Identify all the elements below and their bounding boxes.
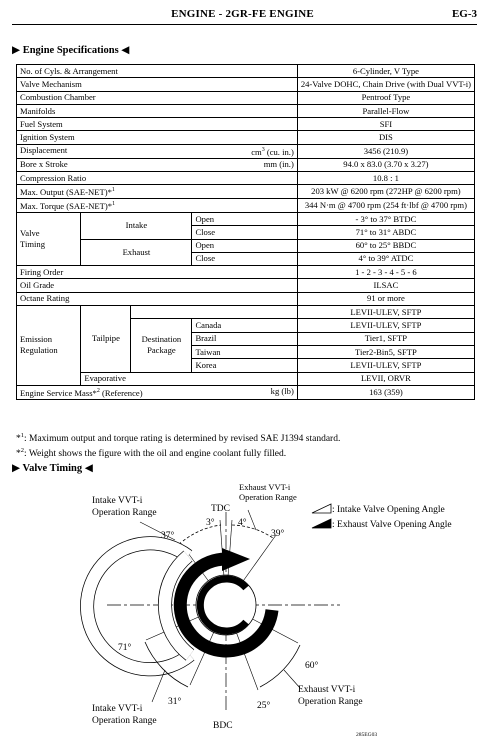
spec-label: Firing Order [17,266,298,279]
table-row [17,306,475,319]
angle-3-label: 3° [206,518,215,528]
spec-value: 163 (359) [297,385,474,399]
tdc-label: TDC [211,504,230,514]
spec-label: (Reference) [99,387,143,398]
spec-label: Fuel System [17,118,298,131]
table-row [17,131,475,144]
unit-text: (cu. in.) [264,146,294,157]
spec-value: 24-Valve DOHC, Chain Drive (with Dual VVT-i) [297,78,474,91]
spec-label: Compression Ratio [17,171,298,184]
footnote-1 [16,430,340,445]
evaporative-label: Evaporative [81,372,297,385]
table-row [17,171,475,184]
page-title: ENGINE - 2GR-FE ENGINE [171,8,314,20]
angle-25-label: 25° [257,701,271,711]
table-row [17,144,475,158]
spec-value: 344 N·m @ 4700 rpm (254 ft·lbf @ 4700 rpm) [297,199,474,213]
table-row [17,199,475,213]
footnote-2 [16,445,340,460]
intake-vvt-label-top-2: Operation Range [92,508,157,518]
spec-unit [251,145,294,158]
spec-value: Tier2-Bin5, SFTP [297,345,474,358]
spec-value: 60° to 25° BBDC [297,239,474,252]
spec-value: LEVII, ORVR [297,372,474,385]
table-row [17,266,475,279]
close-label: Close [192,226,297,239]
label-line: Package [147,345,176,356]
spec-label: Combustion Chamber [17,91,298,104]
unit-text: cm [251,146,262,157]
table-row [17,78,475,91]
spec-label: No. of Cyls. & Arrangement [17,65,298,78]
legend-exhaust-text: : Exhaust Valve Opening Angle [332,520,452,530]
table-row [17,212,475,225]
spec-value: LEVII-ULEV, SFTP [297,306,474,319]
table-row [17,372,475,385]
table-row [17,279,475,292]
section-heading-engine-specifications: ▶ Engine Specifications ◀ [12,45,130,56]
table-row [17,185,475,199]
exhaust-label: Exhaust [81,239,192,266]
section-heading-valve-timing: ▶ Valve Timing ◀ [12,463,93,474]
spec-value: 3456 (210.9) [297,144,474,158]
table-row [17,91,475,104]
intake-vvt-label-bottom: Intake VVT-i [92,704,143,714]
angle-4-label: 4° [238,518,247,528]
spec-value: LEVII-ULEV, SFTP [297,359,474,372]
angle-31-label: 31° [168,697,182,707]
spec-value: 4° to 39° ATDC [297,252,474,265]
tailpipe-label: Tailpipe [81,306,131,372]
intake-vvt-label-bottom-2: Operation Range [92,716,157,726]
spec-label: Max. Torque (SAE-NET)* [20,200,113,211]
spec-value: 10.8 : 1 [297,171,474,184]
bdc-label: BDC [213,721,233,731]
country-label: Canada [192,319,297,332]
emission-label [17,306,81,386]
label-line: Emission [20,334,52,345]
angle-37-label: 37° [161,531,175,541]
unit-superscript: 3 [261,146,265,153]
exhaust-vvt-label-bottom: Exhaust VVT-i [298,685,356,695]
footnote-ref: 2 [96,387,100,394]
table-row [17,65,475,78]
table-row [17,385,475,399]
figure-code: 285EG03 [356,732,378,738]
intake-vvt-range-arc-top [183,525,221,541]
footnote-ref: 1 [111,187,115,194]
country-label: Brazil [192,332,297,345]
footnote-text: : Maximum output and torque rating is determined by revised SAE J1394 standard. [24,434,341,445]
spec-value: LEVII-ULEV, SFTP [297,319,474,332]
spec-value: ILSAC [297,279,474,292]
table-row [17,158,475,171]
engine-specifications-table [16,64,475,400]
spec-value: 94.0 x 83.0 (3.70 x 3.27) [297,158,474,171]
footnote-ref: 1 [112,201,116,208]
spec-label: Bore x Stroke [20,159,68,170]
spec-label: Max. Output (SAE-NET)* [20,187,112,198]
spec-value: DIS [297,131,474,144]
exhaust-legend-icon [312,519,331,528]
spec-label: Octane Rating [17,292,298,305]
valve-timing-diagram [0,480,485,741]
spec-label-cell [17,199,298,213]
close-label: Close [192,252,297,265]
spec-value: 91 or more [297,292,474,305]
spec-unit: mm (in.) [263,159,294,170]
spec-label: Valve Mechanism [17,78,298,91]
exhaust-arc-arrowhead [222,548,250,571]
spec-value: 6-Cylinder, V Type [297,65,474,78]
spec-value: 71° to 31° ABDC [297,226,474,239]
blank-cell [131,306,297,319]
spec-label-cell [17,385,298,399]
label-line: Regulation [20,345,58,356]
table-row [17,239,475,252]
label-line: Destination [141,334,182,345]
valve-timing-label [17,212,81,265]
exhaust-vvt-label-top: Exhaust VVT-i [239,482,291,492]
exhaust-vvt-label-top-2: Operation Range [239,492,297,502]
footnote-mark: * [16,449,21,460]
table-row [17,104,475,117]
spec-unit: kg (lb) [270,385,294,396]
spec-value: - 3° to 37° BTDC [297,212,474,225]
exhaust-vvt-range-arc-bottom [260,645,300,687]
angle-71-label: 71° [118,643,132,653]
footnote-text: : Weight shows the figure with the oil and engine coolant fully filled. [24,449,287,460]
spec-label-cell [17,144,298,158]
footnotes [16,430,340,460]
spec-value: Pentroof Type [297,91,474,104]
angle-39-label: 39° [271,529,285,539]
spec-label-cell [17,158,298,171]
header-rule [12,24,477,25]
footnote-mark: * [16,434,21,445]
spec-label: Manifolds [17,104,298,117]
legend-intake-text: : Intake Valve Opening Angle [332,505,445,515]
open-label: Open [192,212,297,225]
spec-label-cell [17,185,298,199]
footnote-number: 2 [20,447,24,455]
exhaust-vvt-label-bottom-2: Operation Range [298,697,363,707]
table-row [17,292,475,305]
spec-value: Tier1, SFTP [297,332,474,345]
angle-60-label: 60° [305,661,319,671]
intake-vvt-label-top: Intake VVT-i [92,496,143,506]
footnote-number: 1 [20,432,24,439]
country-label: Korea [192,359,297,372]
spec-label: Engine Service Mass* [20,387,97,398]
page-number: EG-3 [451,8,477,20]
spec-label: Displacement [20,144,68,155]
spec-value: 1 - 2 - 3 - 4 - 5 - 6 [297,266,474,279]
spec-value: SFI [297,118,474,131]
label-line: Timing [20,239,46,250]
country-label: Taiwan [192,345,297,358]
spec-label: Oil Grade [17,279,298,292]
table-row [17,118,475,131]
spec-label: Ignition System [17,131,298,144]
intake-label: Intake [81,212,192,239]
spec-value: 203 kW @ 6200 rpm (272HP @ 6200 rpm) [297,185,474,199]
destination-package-label [131,319,192,372]
open-label: Open [192,239,297,252]
spec-value: Parallel-Flow [297,104,474,117]
intake-legend-icon [312,504,331,513]
label-line: Valve [20,228,40,239]
